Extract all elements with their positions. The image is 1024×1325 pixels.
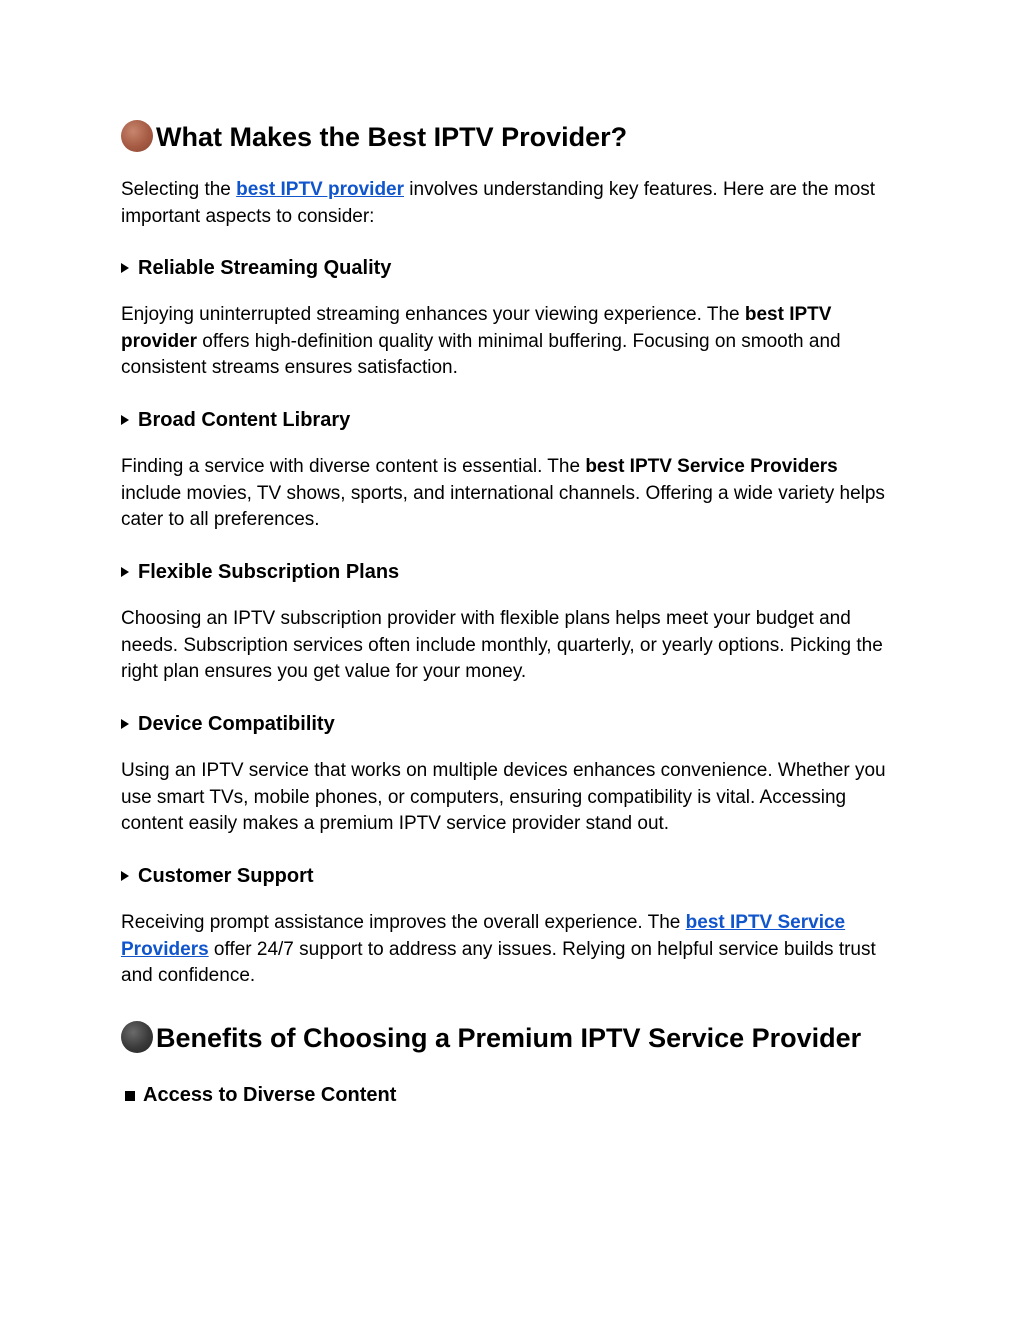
paragraph-device-compatibility: Using an IPTV service that works on multiple devices enhances convenience. Whether you use smart TVs, mobile phones, or computers, ensuring compatibility is vital. Accessing content easily makes a premium IPTV service provider stand out. [121, 760, 886, 834]
subheading-flexible-subscription-plans [121, 559, 399, 585]
paragraph-flexible-subscription-plans: Choosing an IPTV subscription provider with flexible plans helps meet your budget and needs. Subscription services often include monthly, quarterly, or yearly options. Picking the right plan ensures you get value for your money. [121, 608, 883, 682]
triangle-bullet-icon [121, 567, 129, 577]
best-iptv-provider-link[interactable]: best IPTV provider [236, 179, 405, 200]
section-title: What Makes the Best IPTV Provider? [156, 122, 628, 152]
paragraph-reliable-streaming-quality [121, 302, 901, 382]
triangle-bullet-icon [121, 871, 129, 881]
triangle-bullet-icon [121, 719, 129, 729]
triangle-bullet-icon [121, 263, 129, 273]
intro-text: involves understanding key features. Here are the most important aspects to consider: [121, 179, 876, 227]
bold-phrase: best IPTV Service Providers [585, 456, 838, 477]
subheading-label: Customer Support [138, 865, 314, 887]
paragraph-text: Receiving prompt assistance improves the overall experience. The [121, 912, 686, 933]
subheading-label: Reliable Streaming Quality [138, 257, 392, 279]
paragraph-text: include movies, TV shows, sports, and international channels. Offering a wide variety helps cater to all preferences. [121, 482, 885, 530]
subheading-device-compatibility [121, 711, 335, 737]
paragraph-text: offers high-definition quality with minimal buffering. Focusing on smooth and consistent streams ensures satisfaction. [121, 330, 841, 378]
triangle-bullet-icon [121, 415, 129, 425]
subheading-label: Flexible Subscription Plans [138, 561, 400, 583]
paragraph-text: Finding a service with diverse content is essential. The [121, 456, 586, 477]
subheading-label: Device Compatibility [138, 713, 335, 735]
square-bullet-icon [125, 1091, 135, 1101]
subheading-reliable-streaming-quality [121, 255, 391, 281]
intro-text: Selecting the [121, 179, 237, 200]
section-title: Benefits of Choosing a Premium IPTV Service Provider [156, 1023, 862, 1053]
subheading-broad-content-library [121, 407, 350, 433]
section-heading-premium-benefits [121, 1021, 861, 1055]
subheading-access-to-diverse-content [121, 1082, 396, 1108]
bold-phrase: best IPTV provider [121, 304, 832, 352]
subheading-label: Broad Content Library [138, 409, 351, 431]
paragraph-customer-support [121, 910, 901, 990]
subheading-label: Access to Diverse Content [143, 1084, 397, 1106]
section-heading-best-iptv-provider [121, 120, 627, 154]
intro-paragraph [121, 177, 901, 230]
paragraph-text: Enjoying uninterrupted streaming enhances your viewing experience. The [121, 304, 745, 325]
brown-circle-icon [121, 120, 153, 152]
paragraph-broad-content-library [121, 454, 901, 534]
best-iptv-service-providers-link[interactable]: best IPTV Service Providers [121, 912, 846, 960]
black-circle-icon [121, 1021, 153, 1053]
subheading-customer-support [121, 863, 314, 889]
paragraph-text: offer 24/7 support to address any issues. Relying on helpful service builds trust and confidence. [121, 938, 876, 986]
